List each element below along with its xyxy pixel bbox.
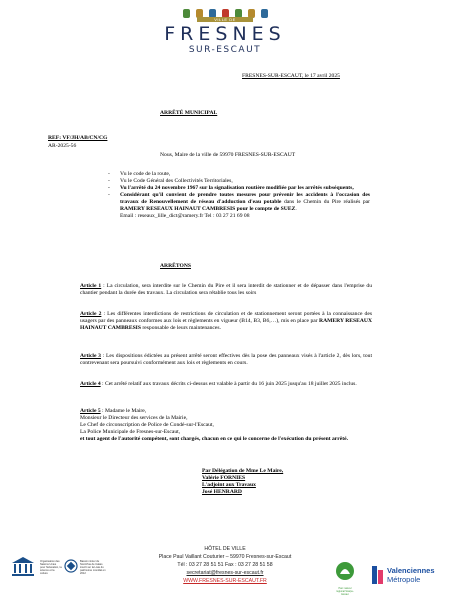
tree-icon [183,9,190,18]
intro: Nous, Maire de la ville de 59970 FRESNES-SUR-ESCAUT [160,152,296,158]
unesco-temple-icon [10,556,36,578]
article-4: Article 4 : Cet arrêté relatif aux travaux décrits ci-dessus est valable à partir du 16 juin 2025 jusqu'au 18 juillet 2025 inclus. [80,381,357,387]
vu-list [108,171,370,220]
valenciennes-metropole-logo: Valenciennes Métropole [372,566,442,592]
vu-item: - Vu l'arrêté du 24 novembre 1967 sur la signalisation routière modifiée par les arrêtés subséquents, [108,185,370,192]
town-subtitle: SUR-ESCAUT [188,45,262,55]
arretons-heading: ARRÊTONS [160,263,191,269]
article-2: Article 2 : Les différentes interdictions de restrictions de circulation et de stationnement seront portées à la connaissance des usagers par des panneaux conformes aux lois et règlements en vigueur (B14, B3, B6,…), mis en place par RAMERY RESEAUX HAINAUT CAMBRESIS responsable de leurs maintenances. [80,311,372,331]
signature-block [202,468,283,496]
town-logo [160,4,290,64]
document-title: ARRÊTÉ MUNICIPAL [160,110,218,116]
vu-item: - Vu le Code Général des Collectivités Territoriales, [108,178,370,185]
signature-deputy: José HENRARD [202,489,242,495]
considerant: - Considérant qu'il convient de prendre toutes mesures pour prévenir les accidents à l'occasion des travaux de Renouvellement de réseau d'adduction d'eau potable dans le Chemin du Pire réalisés par RAMERY RESEAUX HAINAUT CAMBRESIS pour le compte de SUEZ. [108,192,370,213]
logo-band: VILLE DE [197,17,253,22]
footer [130,545,320,585]
reference: REF: VF/JH/AB/CN/CG [48,135,108,141]
bassin-caption: Bassin minier du Nord-Pas de Calais inscrit sur la Liste du patrimoine mondial en 2012 [80,560,106,575]
signature-name: Valérie FORNIES [202,475,246,481]
footer-phone: Tél : 03 27 28 51 51 Fax : 03 27 28 51 58 [177,562,273,568]
place-date: FRESNES-SUR-ESCAUT, le 17 avril 2025 [242,73,340,79]
article-5: Article 5 : Madame le Maire, Monsieur le Directeur des services de la Mairie, Le Chef de circonscription de Police de Condé-sur-l'Escaut, La Police Municipale de Fresnes-sur-Escaut, et tout agent de l'autorité compétent, sont chargés, chacun en ce qui le concerne de l'exécution du présent arrêté. [80,408,348,442]
heritage-icon [64,559,78,573]
article-1: Article 1 : La circulation, sera interdite sur le Chemin du Pire et il sera interdit de stationner et de dépasser dans l'emprise du chantier pendant la durée des travaux. La circulation sera rétablie tous les soirs [80,283,373,296]
logo-icons [160,4,290,18]
metropole-mark-icon [372,566,384,584]
people-icon [261,9,268,18]
footer-address: Place Paul Vaillant Couturier – 59970 Fresnes-sur-Escaut [158,554,292,560]
unesco-logo [10,556,36,586]
signature-role: L'adjoint aux Travaux [202,482,256,488]
footer-email[interactable]: secretariat@fresnes-sur-escaut.fr [186,570,264,576]
vu-item: - Vu le code de la route, [108,171,370,178]
footer-website[interactable]: WWW.FRESNES-SUR-ESCAUT.FR [183,578,267,584]
unesco-caption: Organisation des Nations Unies pour l'éducation, la science et la culture [40,560,62,575]
footer-hotel: HÔTEL DE VILLE [204,546,246,552]
article-3: Article 3 : Les dispositions édictées au présent arrêté seront effectives dès la pose des panneaux visés à l'article 2, dès lors, tout contrevenant sera poursuivi conformément aux lois et règlements en cours. [80,353,372,366]
contact-line: Email : reseaux_lille_dict@ramery.fr Tel : 03 27 21 69 08 [120,213,250,219]
parc-naturel-logo: Parc naturel régional Scarpe-Escaut [334,560,356,592]
ar-number: AR-2025-56 [48,143,77,149]
town-name: FRESNES [164,23,286,45]
signature-line: Par Délégation de Mme Le Maire, [202,468,284,474]
